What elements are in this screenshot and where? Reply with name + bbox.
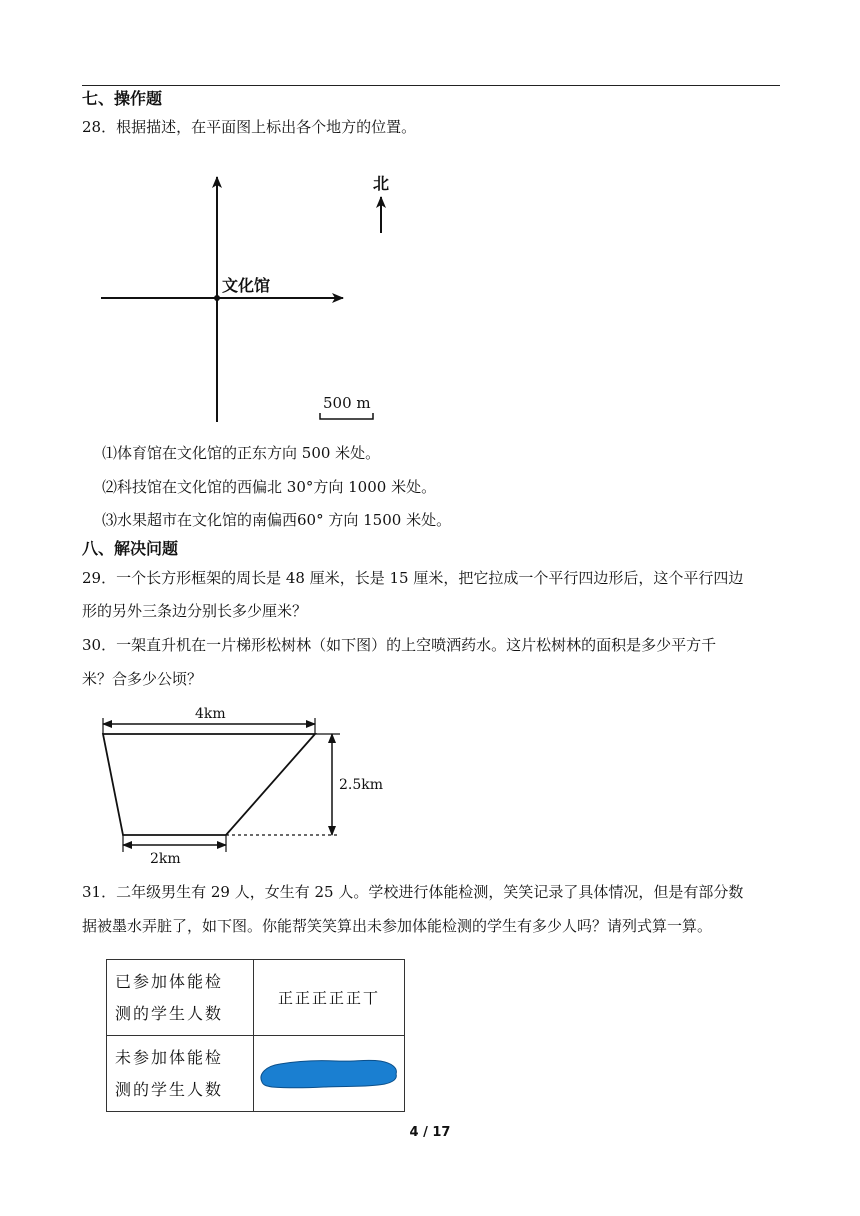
row2-label-line-2: 测的学生人数 (115, 1079, 224, 1099)
scale-label: 500 m (323, 394, 371, 412)
top-length-label: 4km (195, 706, 226, 722)
row2-ink-cell (254, 1036, 405, 1112)
trapezoid-shape (103, 734, 315, 835)
table-row (107, 1036, 405, 1112)
question-30-line-1: 30．一架直升机在一片梯形松树林（如下图）的上空喷洒药水。这片松树林的面积是多少平方千 (82, 636, 717, 654)
row1-label-line-1: 已参加体能检 (115, 971, 224, 991)
center-point (214, 295, 220, 301)
question-28-text: 28．根据描述，在平面图上标出各个地方的位置。 (82, 118, 417, 136)
question-31-line-1: 31．二年级男生有 29 人，女生有 25 人。学校进行体能检测，笑笑记录了具体情况，但是有部分数 (82, 883, 744, 901)
ink-blot-icon (258, 1054, 400, 1090)
row1-label-cell (107, 960, 254, 1036)
height-label: 2.5km (339, 777, 384, 793)
question-31-line-2: 据被墨水弄脏了，如下图。你能帮笑笑算出未参加体能检测的学生有多少人吗？请列式算一算。 (82, 917, 713, 935)
section-heading-problem-solving: 八、解决问题 (82, 539, 179, 558)
row1-label-line-2: 测的学生人数 (115, 1003, 224, 1023)
row2-label-cell (107, 1036, 254, 1112)
north-label: 北 (373, 174, 390, 193)
question-29-line-2: 形的另外三条边分别长多少厘米？ (82, 602, 308, 620)
row2-label-line-1: 未参加体能检 (115, 1047, 224, 1067)
table-row (107, 960, 405, 1036)
row1-tally-cell: 正正正正正丅 (254, 960, 405, 1036)
page-number: 4 / 17 (409, 1125, 451, 1140)
top-rule (82, 85, 780, 86)
fitness-test-table (106, 959, 405, 1112)
scale-bar (320, 413, 373, 419)
q28-item-2: ⑵科技馆在文化馆的西偏北 30°方向 1000 米处。 (102, 478, 437, 496)
q28-item-3: ⑶水果超市在文化馆的南偏西60° 方向 1500 米处。 (102, 511, 452, 529)
question-29-line-1: 29．一个长方形框架的周长是 48 厘米，长是 15 厘米，把它拉成一个平行四边形后，这个平行四边 (82, 569, 744, 587)
trapezoid-figure (95, 700, 405, 870)
question-30-line-2: 米？合多少公顷？ (82, 670, 203, 688)
center-label: 文化馆 (222, 276, 271, 295)
section-heading-operation: 七、操作题 (82, 89, 163, 108)
location-map-figure (95, 165, 395, 430)
q28-item-1: ⑴体育馆在文化馆的正东方向 500 米处。 (102, 444, 381, 462)
bottom-length-label: 2km (150, 851, 181, 867)
